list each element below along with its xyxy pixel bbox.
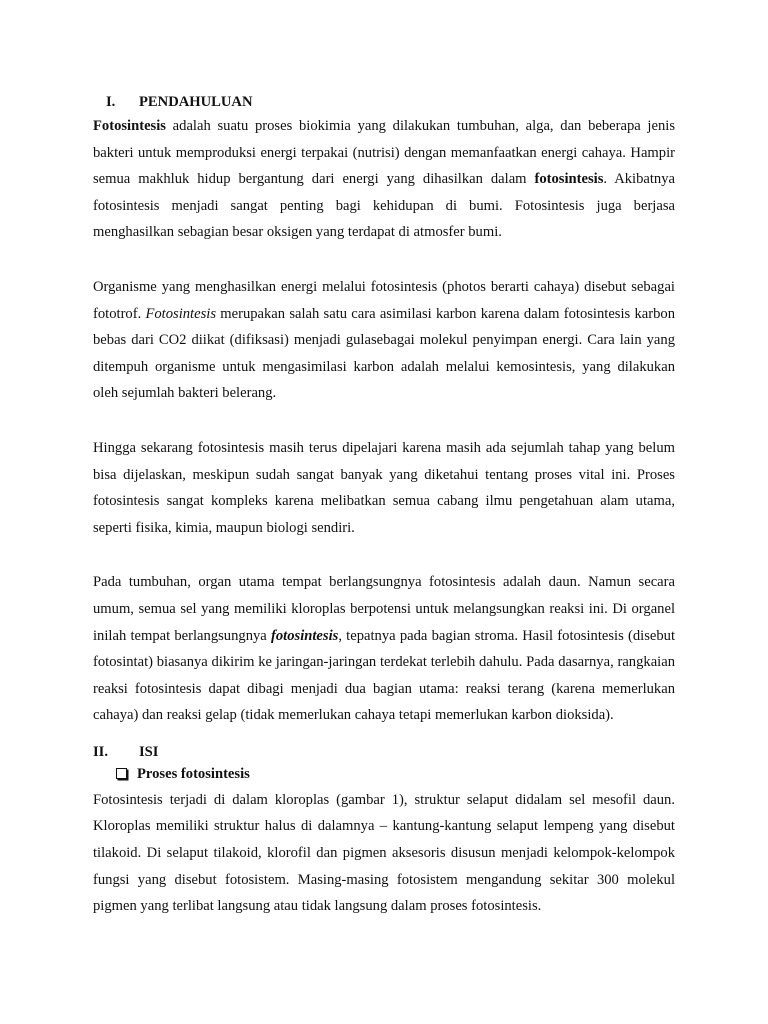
document-page: [93, 91, 675, 920]
section-heading-isi: [93, 741, 675, 763]
section-number: II.: [93, 743, 109, 760]
paragraph-spacer: [93, 541, 675, 569]
paragraph-5: [93, 787, 675, 920]
paragraph-2: [93, 274, 675, 407]
paragraph-text: merupakan salah satu cara asimilasi karbon karena dalam fotosintesis karbon bebas dari CO2 diikat (difiksasi) menjadi gulasebagai molekul penyimpan energi. Cara lain yang ditempuh organisme untuk mengasimilasi karbon adalah melalui kemosintesis, yang dilakukan oleh sejumlah bakteri belerang.: [93, 305, 675, 402]
subsection-title: Proses fotosintesis: [137, 765, 250, 782]
bold-italic-term: fotosintesis: [271, 627, 339, 644]
paragraph-spacer: [93, 246, 675, 274]
bold-term: Fotosintesis: [93, 118, 166, 134]
paragraph-text: . Akibatnya fotosintesis menjadi sangat penting bagi kehidupan di bumi. Fotosintesis juga berjasa menghasilkan sebagian besar oksigen yang terdapat di atmosfer bumi.: [93, 171, 675, 241]
section-spacer: [93, 729, 675, 741]
italic-term: Fotosintesis: [145, 305, 217, 322]
paragraph-text: Hingga sekarang fotosintesis masih terus dipelajari karena masih ada sejumlah tahap yang belum bisa dijelaskan, meskipun sudah sangat banyak yang diketahui tentang proses vital ini. Proses fotosintesis sangat kompleks karena melibatkan semua cabang ilmu pengetahuan alam utama, seperti fisika, kimia, maupun biologi sendiri.: [93, 439, 675, 536]
bold-term: fotosintesis: [534, 171, 604, 188]
section-title: ISI: [139, 743, 159, 760]
checkbox-bullet-icon: [116, 768, 127, 779]
paragraph-text: , tepatnya pada bagian stroma. Hasil fotosintesis (disebut fotosintat) biasanya dikirim ke jaringan-jaringan terdekat terlebih dahulu. Pada dasarnya, rangkaian reaksi fotosintesis dapat dibagi menjadi dua bagian utama: reaksi terang (karena memerlukan cahaya) dan reaksi gelap (tidak memerlukan cahaya tetapi memerlukan karbon dioksida).: [93, 627, 676, 724]
paragraph-text: adalah suatu proses biokimia yang dilakukan tumbuhan, alga, dan beberapa jenis bakteri untuk memproduksi energi terpakai (nutrisi) dengan memanfaatkan energi cahaya. Hampir semua makhluk hidup bergantung dari energi yang dihasilkan dalam: [93, 118, 675, 188]
paragraph-text: Pada tumbuhan, organ utama tempat berlangsungnya fotosintesis adalah daun. Namun secara umum, semua sel yang memiliki kloroplas berpotensi untuk melangsungkan reaksi ini. Di organel inilah tempat berlangsungnya: [93, 574, 675, 644]
section-title: PENDAHULUAN: [139, 94, 253, 110]
section-number: I.: [106, 94, 116, 110]
paragraph-4: [93, 569, 675, 729]
subsection-heading: [93, 763, 675, 787]
paragraph-text: Fotosintesis terjadi di dalam kloroplas (gambar 1), struktur selaput didalam sel mesofil daun. Kloroplas memiliki struktur halus di dalamnya – kantung-kantung selaput lempeng yang disebut tilakoid. Di selaput tilakoid, klorofil dan pigmen aksesoris disusun menjadi kelompok-kelompok fungsi yang disebut fotosistem. Masing-masing fotosistem mengandung sekitar 300 molekul pigmen yang terlibat langsung atau tidak langsung dalam proses fotosintesis.: [93, 791, 675, 915]
paragraph-text: Organisme yang menghasilkan energi melalui fotosintesis (photos berarti cahaya) disebut sebagai fototrof.: [93, 278, 675, 322]
paragraph-1: [93, 113, 675, 246]
paragraph-spacer: [93, 407, 675, 435]
paragraph-3: [93, 435, 675, 541]
section-heading-pendahuluan: [93, 91, 675, 113]
